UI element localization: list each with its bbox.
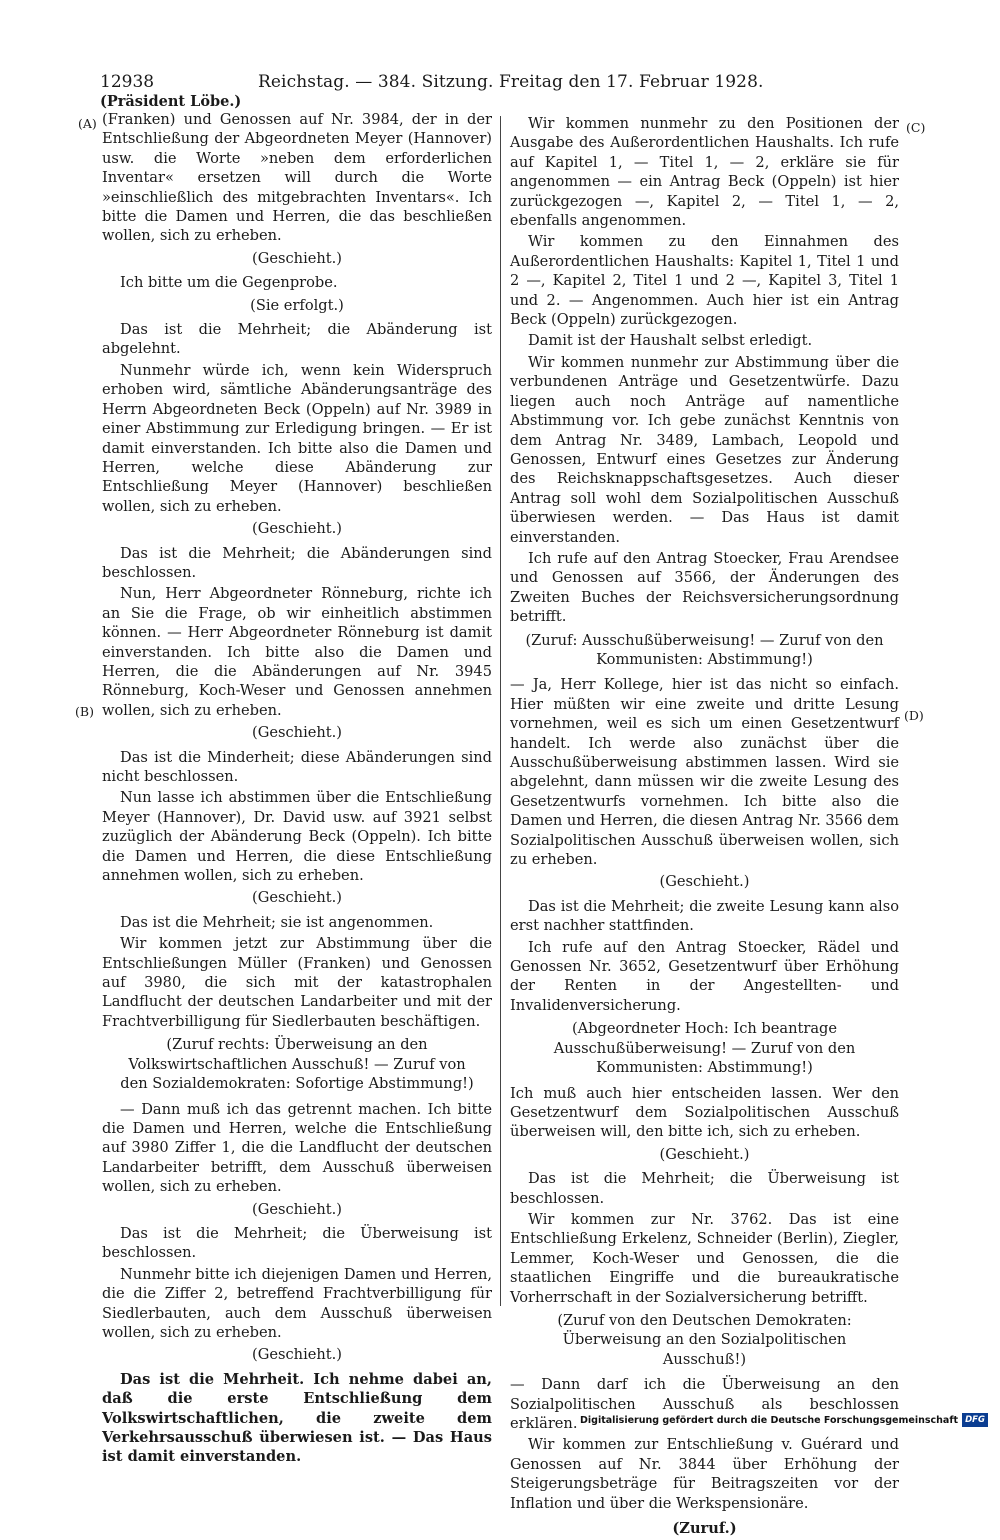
column-divider	[500, 116, 501, 1306]
running-title: Reichstag. — 384. Sitzung. Freitag den 17. Februar 1928.	[258, 72, 764, 92]
paragraph: — Ja, Herr Kollege, hier ist das nicht so einfach. Hier müßten wir eine zweite und dritte Lesung vornehmen, weil es sich um einen Gesetzentwurf handelt. Ich werde also zunächst über die Ausschußüberweisung abstimmen lassen. Wird sie abgelehnt, dann müssen wir die zweite Lesung des Gesetzentwurfs vornehmen. Ich bitte also die Damen und Herren, die diesen Antrag Nr. 3566 dem Sozialpolitischen Ausschuß überweisen wollen, sich zu erheben.	[510, 676, 899, 869]
stage-direction: (Geschieht.)	[252, 520, 342, 538]
paragraph: — Dann darf ich die Überweisung an den Sozialpolitischen Ausschuß als beschlossen erklären.	[510, 1376, 899, 1432]
left-column	[102, 110, 492, 1469]
interjection: (Zuruf von den Deutschen Demokraten: Überweisung an den Sozialpolitischen Ausschuß!)	[557, 1311, 852, 1368]
page-number: 12938	[100, 72, 155, 92]
stage-direction: (Geschieht.)	[252, 889, 342, 907]
dfg-logo: DFG	[962, 1413, 988, 1427]
margin-mark-c: (C)	[906, 120, 926, 135]
paragraph: Wir kommen zur Nr. 3762. Das ist eine Entschließung Erkelenz, Schneider (Berlin), Ziegler, Lemmer, Koch-Weser und Genossen, die die staatlichen Eingriffe und die bureaukratische Vorherrschaft in der Sozialversicherung betrifft.	[510, 1210, 899, 1306]
paragraph: Wir kommen nunmehr zu den Positionen der Ausgabe des Außerordentlichen Haushalts. Ich rufe auf Kapitel 1, — Titel 1, — 2, erkläre sie für angenommen — ein Antrag Beck (Oppeln) ist hier zurückgezogen —, Kapitel 2, — Titel 1, — 2, ebenfalls angenommen.	[510, 115, 899, 230]
paragraph: (Franken) und Genossen auf Nr. 3984, der in der Entschließung der Abgeordneten Meyer (Hannover) usw. die Worte »neben dem erforderlichen Inventar« ersetzen will durch die Worte »einschließlich des mitgebrachten Inventars«. Ich bitte die Damen und Herren, die das beschließen wollen, sich zu erheben.	[102, 111, 492, 245]
stage-direction: (Geschieht.)	[252, 1200, 342, 1218]
interjection: (Zuruf rechts: Überweisung an den Volkswirtschaftlichen Ausschuß! — Zuruf von den Sozialdemokraten: Sofortige Abstimmung!)	[120, 1036, 474, 1093]
paragraph: Das ist die Mehrheit; die Abänderungen sind beschlossen.	[102, 544, 492, 581]
paragraph: Wir kommen jetzt zur Abstimmung über die Entschließungen Müller (Franken) und Genossen auf 3980, die sich mit der katastrophalen Landflucht der deutschen Landarbeiter und mit der Frachtverbilligung für Siedlerbauten beschäftigen.	[102, 935, 492, 1030]
digitization-footer	[580, 1412, 988, 1428]
paragraph: Wir kommen zu den Einnahmen des Außerordentlichen Haushalts: Kapitel 1, Titel 1 und 2 —, Kapitel 2, Titel 1 und 2 —, Kapitel 3, Titel 1 und 2. — Angenommen. Auch hier ist ein Antrag Beck (Oppeln) zurückgezogen.	[510, 233, 899, 329]
paragraph: Das ist die Mehrheit; sie ist angenommen.	[120, 913, 434, 931]
paragraph: Das ist die Mehrheit; die Abänderung ist abgelehnt.	[102, 321, 492, 358]
presiding-officer: (Präsident Löbe.)	[100, 93, 242, 110]
stage-direction: (Geschieht.)	[659, 873, 750, 891]
paragraph: Nunmehr würde ich, wenn kein Widerspruch erhoben wird, sämtliche Abänderungsanträge des Herrn Abgeordneten Beck (Oppeln) auf Nr. 3989 in einer Abstimmung zur Erledigung bringen. — Er ist damit einverstanden. Ich bitte also die Damen und Herren, welche diese Abänderung zur Entschließung Meyer (Hannover) beschließen wollen, sich zu erheben.	[102, 361, 492, 515]
paragraph: Ich rufe auf den Antrag Stoecker, Frau Arendsee und Genossen auf 3566, der Änderungen des Zweiten Buches der Reichsversicherungsordnung betrifft.	[510, 549, 899, 626]
footer-text: Digitalisierung gefördert durch die Deutsche Forschungsgemeinschaft	[580, 1414, 958, 1426]
paragraph: Das ist die Mehrheit; die Überweisung ist beschlossen.	[102, 1224, 492, 1262]
stage-direction: (Geschieht.)	[252, 249, 342, 267]
paragraph: Ich rufe auf den Antrag Stoecker, Rädel und Genossen Nr. 3652, Gesetzentwurf über Erhöhung der Renten in der Angestellten- und Invalidenversicherung.	[510, 938, 899, 1014]
interjection: (Zuruf: Ausschußüberweisung! — Zuruf von den Kommunisten: Abstimmung!)	[525, 631, 884, 668]
stage-direction: (Geschieht.)	[252, 1346, 342, 1364]
paragraph: Damit ist der Haushalt selbst erledigt.	[528, 332, 813, 350]
margin-mark-d: (D)	[904, 708, 924, 723]
stage-direction: (Geschieht.)	[659, 1145, 750, 1163]
stage-direction: (Zuruf.)	[672, 1520, 737, 1538]
paragraph: Wir kommen zur Entschließung v. Guérard und Genossen auf Nr. 3844 über Erhöhung der Steigerungsbeträge für Beitragszeiten vor der Inflation und über die Werkspensionäre.	[510, 1436, 899, 1512]
stage-direction: (Geschieht.)	[252, 724, 342, 742]
paragraph: Ich muß auch hier entscheiden lassen. Wer den Gesetzentwurf dem Sozialpolitischen Ausschuß überweisen will, den bitte ich, sich zu erheben.	[510, 1084, 899, 1141]
paragraph: Wir kommen nunmehr zur Abstimmung über die verbundenen Anträge und Gesetzentwürfe. Dazu liegen auch noch Anträge auf namentliche Abstimmung vor. Ich gebe zunächst Kenntnis von dem Antrag Nr. 3489, Lambach, Leopold und Genossen, Entwurf eines Gesetzes zur Änderung des Reichsknappschaftsgesetzes. Auch dieser Antrag soll wohl dem Sozialpolitischen Ausschuß überwiesen werden. — Das Haus ist damit einverstanden.	[510, 353, 899, 546]
paragraph: Das ist die Mehrheit. Ich nehme dabei an, daß die erste Entschließung dem Volkswirtschaftlichen, die zweite dem Verkehrsausschuß überwiesen ist. — Das Haus ist damit einverstanden.	[102, 1370, 492, 1466]
paragraph: Das ist die Mehrheit; die zweite Lesung kann also erst nachher stattfinden.	[510, 897, 899, 935]
paragraph: Nun lasse ich abstimmen über die Entschließung Meyer (Hannover), Dr. David usw. auf 3921 selbst zuzüglich der Abänderung Beck (Oppeln). Ich bitte die Damen und Herren, die diese Entschließung annehmen wollen, sich zu erheben.	[102, 789, 492, 885]
interjection: (Abgeordneter Hoch: Ich beantrage Ausschußüberweisung! — Zuruf von den Kommunisten: Abstimmung!)	[553, 1020, 856, 1077]
paragraph: Das ist die Mehrheit; die Überweisung ist beschlossen.	[510, 1170, 899, 1207]
margin-mark-a: (A)	[78, 116, 97, 131]
paragraph: Nunmehr bitte ich diejenigen Damen und Herren, die die Ziffer 2, betreffend Frachtverbilligung für Siedlerbauten, auch dem Ausschuß überweisen wollen, sich zu erheben.	[102, 1265, 492, 1341]
paragraph: — Dann muß ich das getrennt machen. Ich bitte die Damen und Herren, welche die Entschließung auf 3980 Ziffer 1, die die Landflucht der deutschen Landarbeiter betrifft, dem Ausschuß überweisen wollen, sich zu erheben.	[102, 1100, 492, 1196]
page-header	[100, 70, 900, 94]
right-column	[510, 114, 899, 1540]
stage-direction: (Sie erfolgt.)	[250, 296, 344, 314]
paragraph: Nun, Herr Abgeordneter Rönneburg, richte ich an Sie die Frage, ob wir einheitlich abstimmen können. — Herr Abgeordneter Rönneburg ist damit einverstanden. Ich bitte also die Damen und Herren, die die Abänderungen auf Nr. 3945 Rönneburg, Koch-Weser und Genossen annehmen wollen, sich zu erheben.	[102, 585, 492, 719]
paragraph: Ich bitte um die Gegenprobe.	[120, 274, 338, 292]
margin-mark-b: (B)	[75, 704, 94, 719]
paragraph: Das ist die Minderheit; diese Abänderungen sind nicht beschlossen.	[102, 748, 492, 785]
